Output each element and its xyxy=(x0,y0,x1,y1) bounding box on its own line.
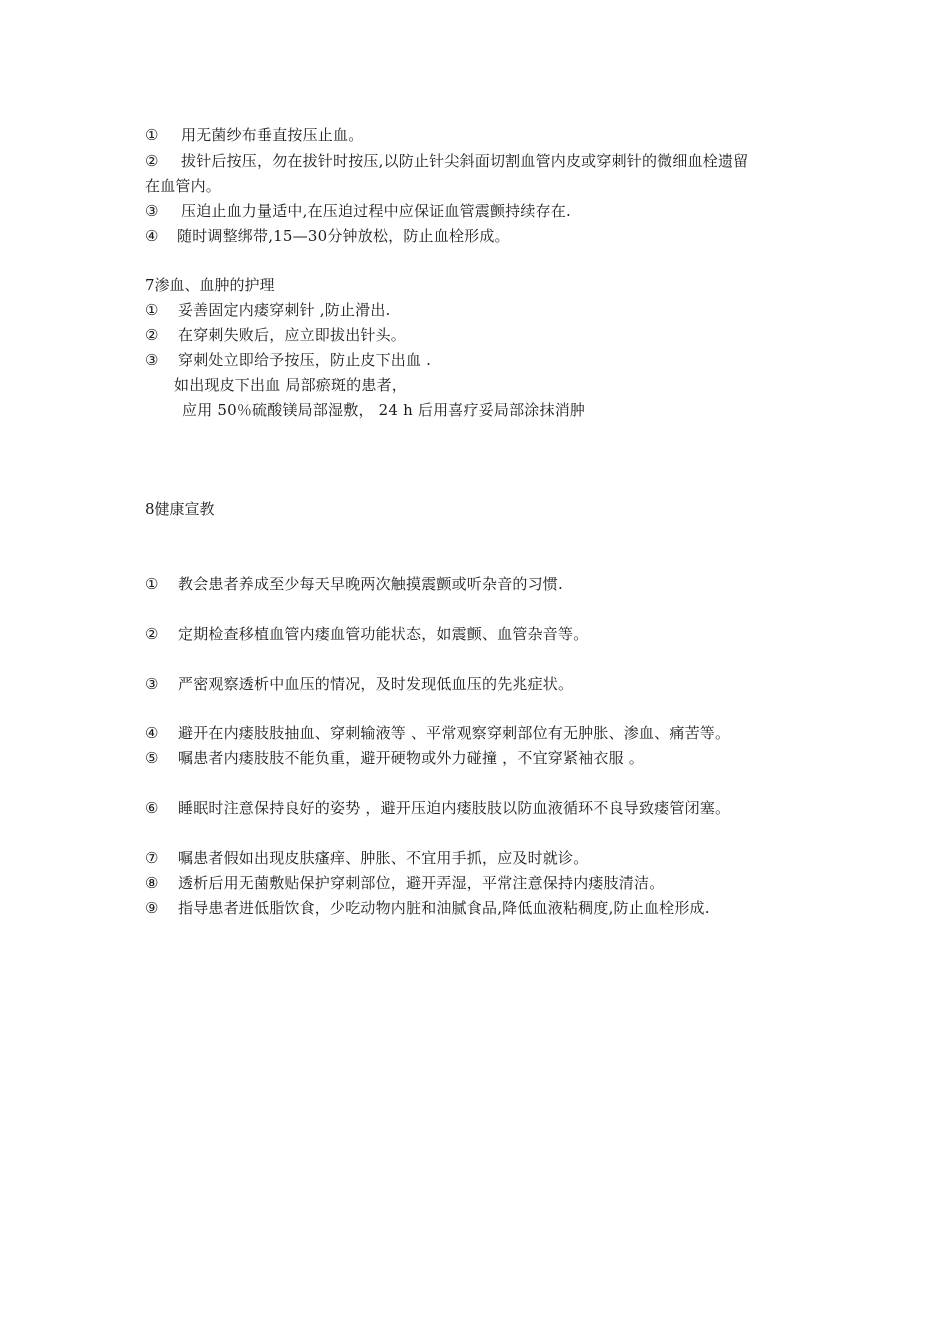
item-number: ④ xyxy=(145,724,159,742)
list-item xyxy=(145,324,406,346)
list-item xyxy=(145,797,730,819)
item-number: ② xyxy=(145,625,159,643)
item-number: ⑥ xyxy=(145,799,159,817)
list-item xyxy=(145,747,644,769)
list-item xyxy=(145,897,710,919)
list-item xyxy=(145,623,588,645)
section-heading: 7渗血、血肿的护理 xyxy=(145,276,275,294)
item-number: ③ xyxy=(145,202,159,220)
list-item xyxy=(145,124,363,146)
item-text: 嘱患者假如出现皮肤瘙痒、肿胀、不宜用手抓，应及时就诊。 xyxy=(178,849,589,867)
item-number: ⑤ xyxy=(145,749,159,767)
list-item xyxy=(145,872,664,894)
item-text: 妥善固定内瘘穿刺针 ,防止滑出. xyxy=(178,301,391,319)
item-text: 压迫止血力量适中,在压迫过程中应保证血管震颤持续存在. xyxy=(181,202,571,220)
item-text: 随时调整绑带,15—30分钟放松，防止血栓形成。 xyxy=(177,227,510,245)
item-text: 指导患者进低脂饮食，少吃动物内脏和油腻食品,降低血液粘稠度,防止血栓形成. xyxy=(178,899,710,917)
item-number: ② xyxy=(145,152,159,170)
item-text: 在穿刺失败后，应立即拔出针头。 xyxy=(178,326,407,344)
item-number: ⑧ xyxy=(145,874,159,892)
list-item xyxy=(145,349,431,371)
item-text: 穿刺处立即给予按压，防止皮下出血 . xyxy=(178,351,432,369)
item-number: ⑨ xyxy=(145,899,159,917)
item-text: 严密观察透析中血压的情况，及时发现低血压的先兆症状。 xyxy=(178,675,574,693)
item-number: ③ xyxy=(145,675,159,693)
item-text: 拔针后按压，勿在拔针时按压,以防止针尖斜面切割血管内皮或穿刺针的微细血栓遗留 xyxy=(181,152,749,170)
list-item xyxy=(145,847,588,869)
note-line: 如出现皮下出血 局部瘀斑的患者， xyxy=(174,376,407,394)
item-text: 嘱患者内瘘肢肢不能负重，避开硬物或外力碰撞 ，不宜穿紧袖衣服 。 xyxy=(178,749,644,767)
list-item xyxy=(145,573,563,595)
item-text: 用无菌纱布垂直按压止血。 xyxy=(181,126,364,144)
item-number: ② xyxy=(145,326,159,344)
item-number: ③ xyxy=(145,351,159,369)
item-number: ④ xyxy=(145,227,159,245)
item-text: 在血管内。 xyxy=(145,177,222,195)
list-item xyxy=(145,722,730,744)
list-item xyxy=(145,673,573,695)
item-number: ① xyxy=(145,126,159,144)
list-item xyxy=(145,150,748,172)
item-number: ⑦ xyxy=(145,849,159,867)
list-item xyxy=(145,299,391,321)
item-text: 教会患者养成至少每天早晚两次触摸震颤或听杂音的习惯. xyxy=(178,575,563,593)
section-heading: 8健康宣教 xyxy=(145,500,215,518)
item-text: 避开在内瘘肢肢抽血、穿刺输液等 、平常观察穿刺部位有无肿胀、渗血、痛苦等。 xyxy=(178,724,731,742)
item-text: 定期检查移植血管内瘘血管功能状态，如震颤、血管杂音等。 xyxy=(178,625,589,643)
item-text: 睡眠时注意保持良好的姿势 ，避开压迫内瘘肢肢以防血液循环不良导致瘘管闭塞。 xyxy=(178,799,731,817)
item-number: ① xyxy=(145,575,159,593)
list-item xyxy=(145,225,510,247)
list-item xyxy=(145,200,571,222)
list-item-continuation xyxy=(145,175,221,197)
item-text: 透析后用无菌敷贴保护穿刺部位，避开弄湿，平常注意保持内瘘肢清洁。 xyxy=(178,874,665,892)
note-line: 应用 50％硫酸镁局部湿敷， 24 h 后用喜疗妥局部涂抹消肿 xyxy=(182,401,586,419)
item-number: ① xyxy=(145,301,159,319)
